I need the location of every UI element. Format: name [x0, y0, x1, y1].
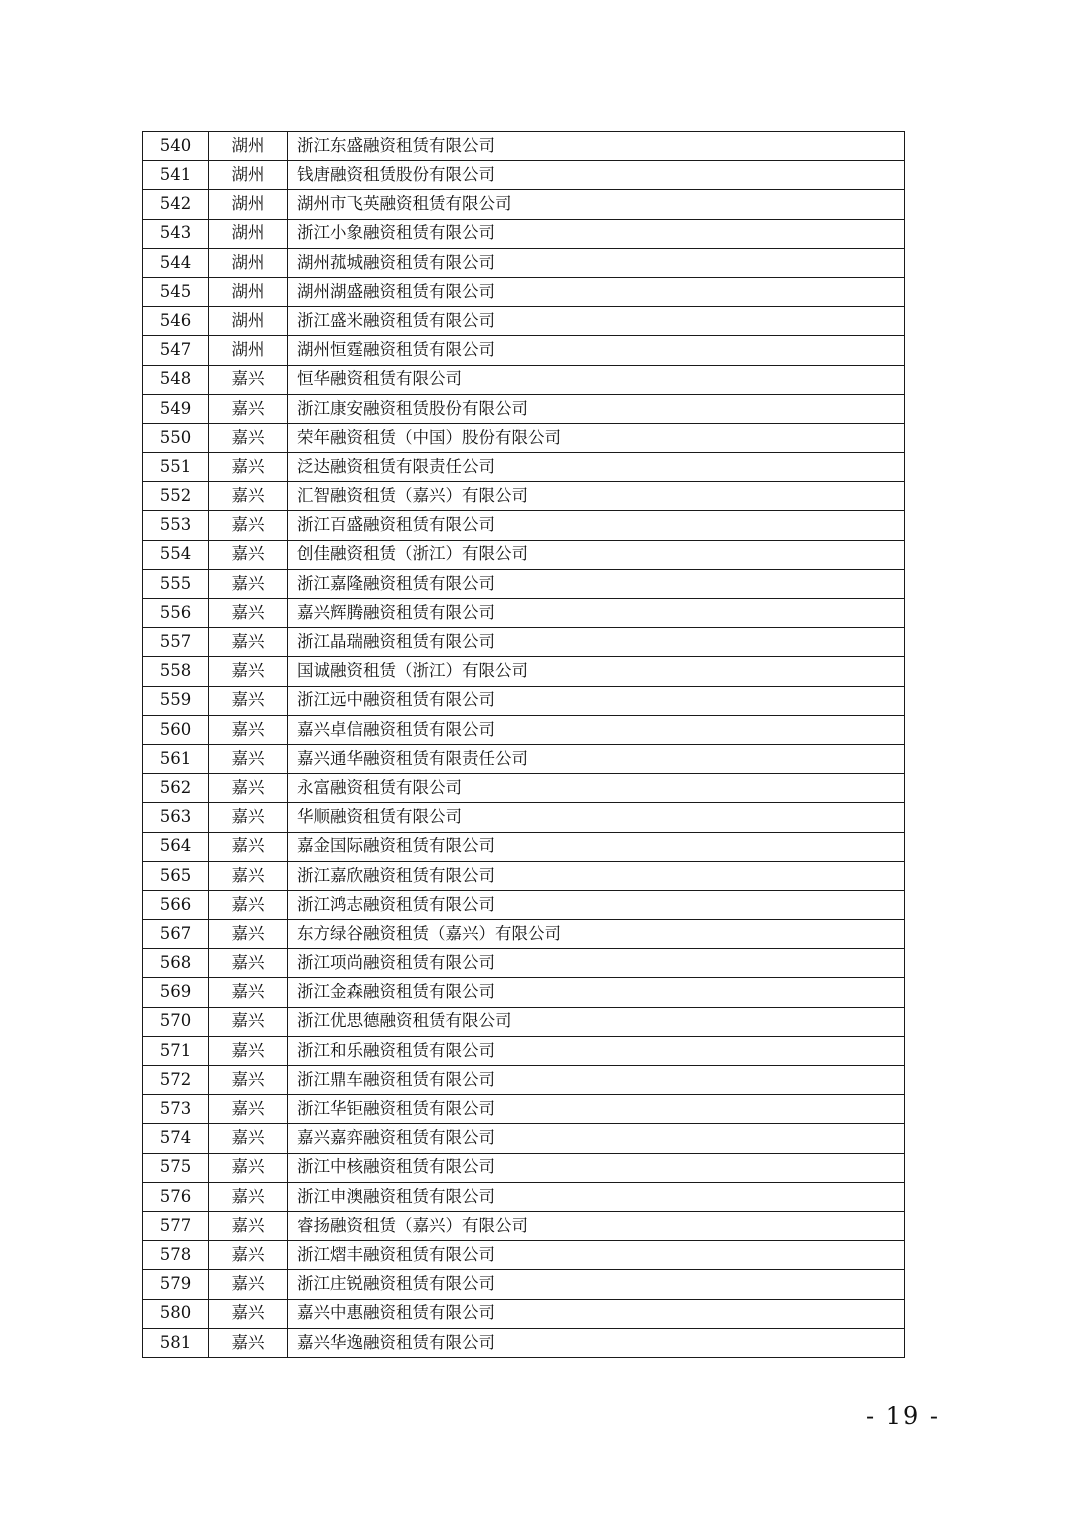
- city-cell: 嘉兴: [209, 1328, 288, 1357]
- company-name-cell: 浙江远中融资租赁有限公司: [288, 686, 905, 715]
- row-number-cell: 550: [143, 423, 209, 452]
- row-number-cell: 564: [143, 832, 209, 861]
- row-number-cell: 562: [143, 774, 209, 803]
- company-name-cell: 嘉兴中惠融资租赁有限公司: [288, 1299, 905, 1328]
- company-name-cell: 恒华融资租赁有限公司: [288, 365, 905, 394]
- company-name-cell: 浙江和乐融资租赁有限公司: [288, 1036, 905, 1065]
- table-row: [143, 219, 905, 248]
- table-row: [143, 1095, 905, 1124]
- row-number-cell: 558: [143, 657, 209, 686]
- city-cell: 湖州: [209, 132, 288, 161]
- company-name-cell: 睿扬融资租赁（嘉兴）有限公司: [288, 1211, 905, 1240]
- table-row: [143, 628, 905, 657]
- company-name-cell: 东方绿谷融资租赁（嘉兴）有限公司: [288, 920, 905, 949]
- row-number-cell: 576: [143, 1182, 209, 1211]
- company-name-cell: 永富融资租赁有限公司: [288, 774, 905, 803]
- company-name-cell: 浙江金森融资租赁有限公司: [288, 978, 905, 1007]
- company-name-cell: 嘉金国际融资租赁有限公司: [288, 832, 905, 861]
- table-row: [143, 1036, 905, 1065]
- company-name-cell: 浙江中核融资租赁有限公司: [288, 1153, 905, 1182]
- city-cell: 湖州: [209, 161, 288, 190]
- table-row: [143, 569, 905, 598]
- table-row: [143, 336, 905, 365]
- table-row: [143, 832, 905, 861]
- row-number-cell: 572: [143, 1066, 209, 1095]
- company-name-cell: 浙江盛米融资租赁有限公司: [288, 307, 905, 336]
- table-row: [143, 1182, 905, 1211]
- row-number-cell: 542: [143, 190, 209, 219]
- table-row: [143, 890, 905, 919]
- table-row: [143, 277, 905, 306]
- city-cell: 湖州: [209, 336, 288, 365]
- table-row: [143, 949, 905, 978]
- row-number-cell: 545: [143, 277, 209, 306]
- city-cell: 嘉兴: [209, 540, 288, 569]
- row-number-cell: 557: [143, 628, 209, 657]
- company-name-cell: 嘉兴华逸融资租赁有限公司: [288, 1328, 905, 1357]
- row-number-cell: 573: [143, 1095, 209, 1124]
- company-name-cell: 嘉兴卓信融资租赁有限公司: [288, 715, 905, 744]
- row-number-cell: 554: [143, 540, 209, 569]
- city-cell: 嘉兴: [209, 1066, 288, 1095]
- city-cell: 嘉兴: [209, 978, 288, 1007]
- city-cell: 嘉兴: [209, 832, 288, 861]
- company-name-cell: 浙江庄锐融资租赁有限公司: [288, 1270, 905, 1299]
- table-row: [143, 161, 905, 190]
- row-number-cell: 570: [143, 1007, 209, 1036]
- city-cell: 嘉兴: [209, 949, 288, 978]
- row-number-cell: 571: [143, 1036, 209, 1065]
- city-cell: 嘉兴: [209, 744, 288, 773]
- city-cell: 嘉兴: [209, 1182, 288, 1211]
- city-cell: 嘉兴: [209, 1095, 288, 1124]
- row-number-cell: 566: [143, 890, 209, 919]
- table-row: [143, 803, 905, 832]
- table-row: [143, 1241, 905, 1270]
- city-cell: 嘉兴: [209, 394, 288, 423]
- row-number-cell: 574: [143, 1124, 209, 1153]
- table-row: [143, 715, 905, 744]
- row-number-cell: 563: [143, 803, 209, 832]
- company-name-cell: 浙江申澳融资租赁有限公司: [288, 1182, 905, 1211]
- city-cell: 嘉兴: [209, 1299, 288, 1328]
- city-cell: 嘉兴: [209, 657, 288, 686]
- city-cell: 湖州: [209, 219, 288, 248]
- row-number-cell: 543: [143, 219, 209, 248]
- row-number-cell: 560: [143, 715, 209, 744]
- row-number-cell: 581: [143, 1328, 209, 1357]
- company-name-cell: 嘉兴通华融资租赁有限责任公司: [288, 744, 905, 773]
- table-row: [143, 744, 905, 773]
- city-cell: 嘉兴: [209, 599, 288, 628]
- row-number-cell: 561: [143, 744, 209, 773]
- row-number-cell: 568: [143, 949, 209, 978]
- company-name-cell: 湖州市飞英融资租赁有限公司: [288, 190, 905, 219]
- row-number-cell: 540: [143, 132, 209, 161]
- table-row: [143, 1153, 905, 1182]
- company-name-cell: 浙江鼎车融资租赁有限公司: [288, 1066, 905, 1095]
- table-row: [143, 920, 905, 949]
- city-cell: 嘉兴: [209, 715, 288, 744]
- row-number-cell: 555: [143, 569, 209, 598]
- city-cell: 湖州: [209, 248, 288, 277]
- company-name-cell: 创佳融资租赁（浙江）有限公司: [288, 540, 905, 569]
- table-row: [143, 511, 905, 540]
- company-name-cell: 浙江东盛融资租赁有限公司: [288, 132, 905, 161]
- table-row: [143, 1211, 905, 1240]
- table-row: [143, 307, 905, 336]
- city-cell: 嘉兴: [209, 890, 288, 919]
- row-number-cell: 577: [143, 1211, 209, 1240]
- table-row: [143, 482, 905, 511]
- row-number-cell: 556: [143, 599, 209, 628]
- page-number: - 19 -: [865, 1402, 940, 1430]
- company-name-cell: 湖州恒霆融资租赁有限公司: [288, 336, 905, 365]
- row-number-cell: 549: [143, 394, 209, 423]
- table-row: [143, 423, 905, 452]
- city-cell: 嘉兴: [209, 1036, 288, 1065]
- company-name-cell: 钱唐融资租赁股份有限公司: [288, 161, 905, 190]
- company-name-cell: 嘉兴辉腾融资租赁有限公司: [288, 599, 905, 628]
- table-body: [143, 132, 905, 1358]
- table-row: [143, 132, 905, 161]
- table-row: [143, 540, 905, 569]
- table-row: [143, 394, 905, 423]
- company-name-cell: 国诚融资租赁（浙江）有限公司: [288, 657, 905, 686]
- table-row: [143, 1066, 905, 1095]
- company-name-cell: 华顺融资租赁有限公司: [288, 803, 905, 832]
- row-number-cell: 553: [143, 511, 209, 540]
- table-row: [143, 686, 905, 715]
- table-row: [143, 190, 905, 219]
- row-number-cell: 547: [143, 336, 209, 365]
- row-number-cell: 546: [143, 307, 209, 336]
- city-cell: 湖州: [209, 307, 288, 336]
- row-number-cell: 544: [143, 248, 209, 277]
- company-name-cell: 浙江晶瑞融资租赁有限公司: [288, 628, 905, 657]
- city-cell: 嘉兴: [209, 365, 288, 394]
- company-table: [142, 131, 905, 1358]
- row-number-cell: 569: [143, 978, 209, 1007]
- row-number-cell: 567: [143, 920, 209, 949]
- city-cell: 嘉兴: [209, 803, 288, 832]
- row-number-cell: 578: [143, 1241, 209, 1270]
- city-cell: 嘉兴: [209, 628, 288, 657]
- company-name-cell: 泛达融资租赁有限责任公司: [288, 453, 905, 482]
- row-number-cell: 541: [143, 161, 209, 190]
- city-cell: 嘉兴: [209, 1241, 288, 1270]
- table-row: [143, 599, 905, 628]
- company-name-cell: 浙江项尚融资租赁有限公司: [288, 949, 905, 978]
- row-number-cell: 551: [143, 453, 209, 482]
- company-name-cell: 浙江嘉隆融资租赁有限公司: [288, 569, 905, 598]
- city-cell: 嘉兴: [209, 1153, 288, 1182]
- table-row: [143, 248, 905, 277]
- city-cell: 湖州: [209, 190, 288, 219]
- city-cell: 湖州: [209, 277, 288, 306]
- company-name-cell: 浙江熠丰融资租赁有限公司: [288, 1241, 905, 1270]
- company-name-cell: 浙江康安融资租赁股份有限公司: [288, 394, 905, 423]
- city-cell: 嘉兴: [209, 1124, 288, 1153]
- city-cell: 嘉兴: [209, 482, 288, 511]
- city-cell: 嘉兴: [209, 569, 288, 598]
- table-row: [143, 657, 905, 686]
- table-row: [143, 453, 905, 482]
- company-name-cell: 嘉兴嘉弈融资租赁有限公司: [288, 1124, 905, 1153]
- table-row: [143, 1328, 905, 1357]
- row-number-cell: 579: [143, 1270, 209, 1299]
- city-cell: 嘉兴: [209, 1270, 288, 1299]
- company-name-cell: 荣年融资租赁（中国）股份有限公司: [288, 423, 905, 452]
- table-row: [143, 978, 905, 1007]
- row-number-cell: 552: [143, 482, 209, 511]
- company-name-cell: 浙江优思德融资租赁有限公司: [288, 1007, 905, 1036]
- row-number-cell: 575: [143, 1153, 209, 1182]
- table-row: [143, 1007, 905, 1036]
- city-cell: 嘉兴: [209, 686, 288, 715]
- company-name-cell: 浙江鸿志融资租赁有限公司: [288, 890, 905, 919]
- city-cell: 嘉兴: [209, 423, 288, 452]
- company-name-cell: 湖州湖盛融资租赁有限公司: [288, 277, 905, 306]
- table-row: [143, 861, 905, 890]
- company-name-cell: 浙江华钜融资租赁有限公司: [288, 1095, 905, 1124]
- city-cell: 嘉兴: [209, 920, 288, 949]
- row-number-cell: 559: [143, 686, 209, 715]
- table-row: [143, 1124, 905, 1153]
- table-row: [143, 365, 905, 394]
- row-number-cell: 565: [143, 861, 209, 890]
- city-cell: 嘉兴: [209, 1007, 288, 1036]
- city-cell: 嘉兴: [209, 1211, 288, 1240]
- table-row: [143, 1270, 905, 1299]
- table-row: [143, 774, 905, 803]
- city-cell: 嘉兴: [209, 511, 288, 540]
- company-name-cell: 汇智融资租赁（嘉兴）有限公司: [288, 482, 905, 511]
- company-name-cell: 浙江嘉欣融资租赁有限公司: [288, 861, 905, 890]
- company-name-cell: 湖州菰城融资租赁有限公司: [288, 248, 905, 277]
- city-cell: 嘉兴: [209, 453, 288, 482]
- row-number-cell: 548: [143, 365, 209, 394]
- city-cell: 嘉兴: [209, 861, 288, 890]
- table-row: [143, 1299, 905, 1328]
- company-name-cell: 浙江小象融资租赁有限公司: [288, 219, 905, 248]
- city-cell: 嘉兴: [209, 774, 288, 803]
- row-number-cell: 580: [143, 1299, 209, 1328]
- company-name-cell: 浙江百盛融资租赁有限公司: [288, 511, 905, 540]
